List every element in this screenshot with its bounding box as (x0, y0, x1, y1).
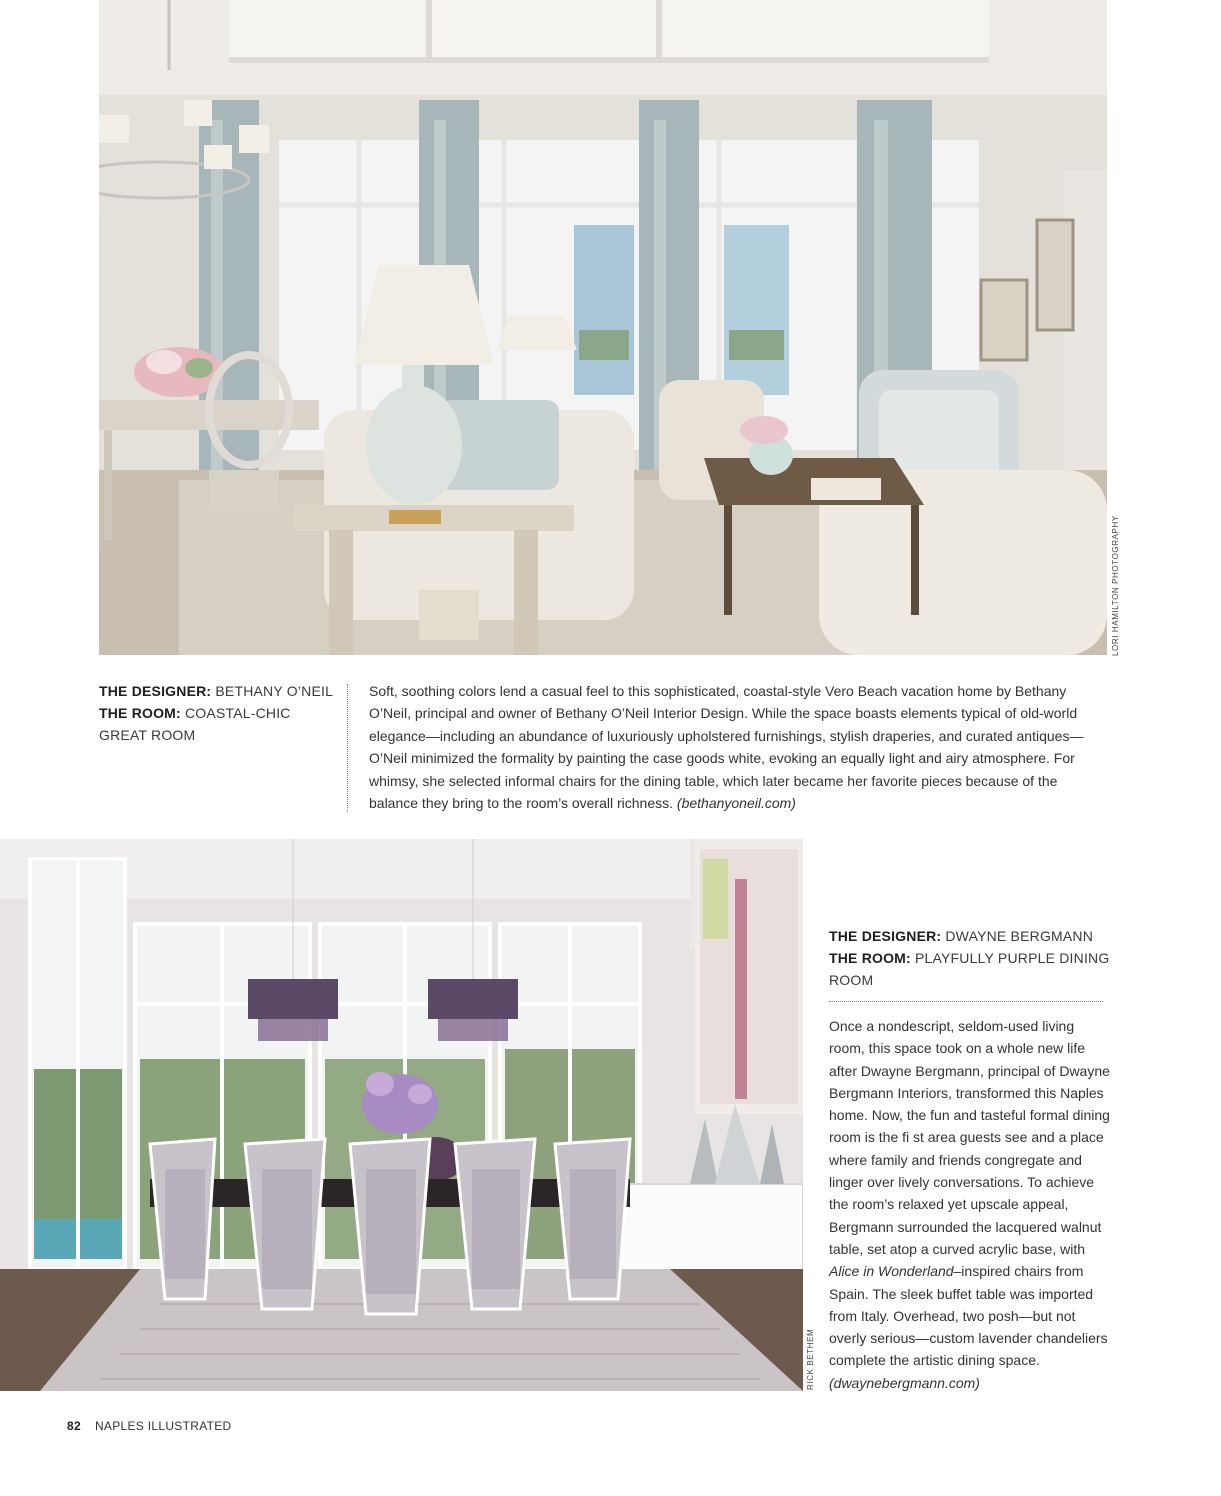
feature1-website: (bethanyoneil.com) (676, 795, 796, 812)
designer-name: DWAYNE BERGMANN (945, 928, 1094, 944)
great-room-photo (99, 0, 1107, 655)
photo-credit-top: LORI HAMILTON PHOTOGRAPHY (1111, 515, 1120, 656)
feature1-body (369, 680, 1107, 814)
dining-room-photo (0, 839, 803, 1391)
page-number: 82 (67, 1419, 81, 1433)
room-label: THE ROOM: (99, 705, 181, 721)
dotted-divider (347, 684, 348, 812)
designer-name: BETHANY O’NEIL (215, 683, 334, 699)
room-name: PLAYFULLY PURPLE DINING ROOM (829, 950, 1110, 988)
feature1-body-text: Soft, soothing colors lend a casual feel to this sophisticated, coastal-style Vero Beach vacation home by Bethany O’Neil, principal and owner of Bethany O’Neil Interior Design. While the space boasts elements typical of old-world elegance—including an abundance of luxuriously upholstered furnishings, stylish draperies, and curated antiques—O’Neil minimized the formality by painting the case goods white, evoking an equally light and airy atmosphere. For whimsy, she selected informal chairs for the dining table, which later became her favorite pieces because of the balance they bring to the room’s overall richness. (369, 683, 1084, 812)
designer-label: THE DESIGNER: (829, 928, 942, 944)
publication-name: NAPLES ILLUSTRATED (94, 1419, 232, 1433)
photo-credit-bottom: RICK BETHEM (806, 1328, 815, 1390)
feature2-body (829, 1015, 1111, 1394)
designer-label: THE DESIGNER: (99, 683, 212, 699)
room-name: COASTAL-CHIC GREAT ROOM (99, 705, 291, 743)
feature2-heading (829, 925, 1119, 991)
feature2-body-text-1: Once a nondescript, seldom-used living room, this space took on a whole new life after Dwayne Bergmann, principal of Dwayne Bergmann Interiors, transformed this Naples home. Now, the fun and tasteful formal dining room is the fi st area guests see and a place where family and friends congregate and linger over lively conversations. To achieve the room’s relaxed yet upscale appeal, Bergmann surrounded the lacquered walnut table, set atop a curved acrylic base, with (829, 1018, 1110, 1257)
feature1-heading (99, 680, 339, 746)
room-label: THE ROOM: (829, 950, 911, 966)
feature2-website: (dwaynebergmann.com) (829, 1374, 980, 1391)
page-footer (67, 1419, 232, 1433)
feature2-body-text-2: –inspired chairs from Spain. The sleek buffet table was imported from Italy. Overhead, two posh—but not overly serious—custom lavender chandeliers complete the artistic dining space. (829, 1263, 1108, 1369)
dotted-divider (829, 1001, 1103, 1002)
feature2-body-italic: Alice in Wonderland (829, 1263, 954, 1280)
